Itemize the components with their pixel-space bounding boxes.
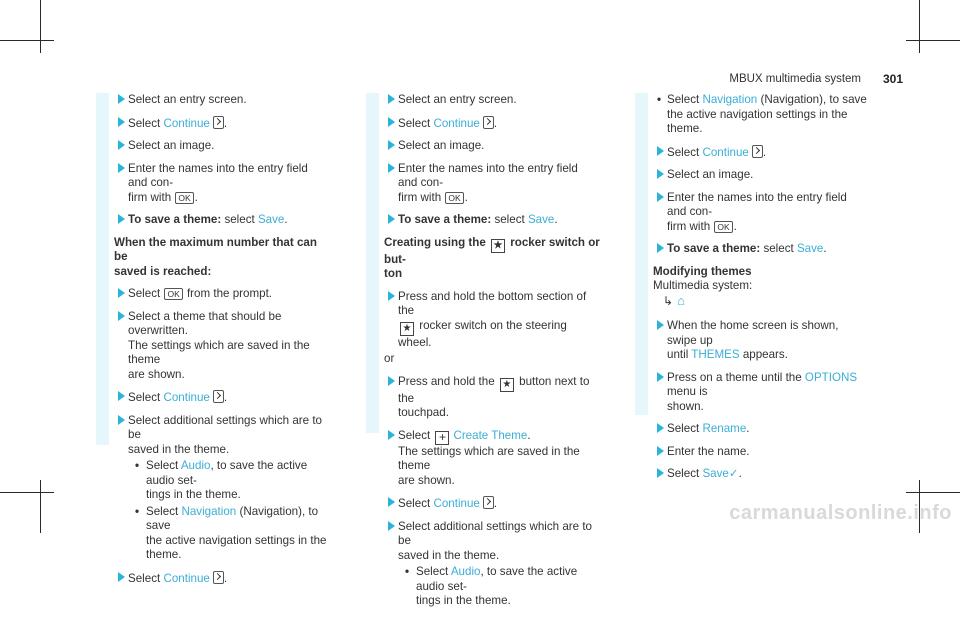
star-button-icon: ★ — [491, 239, 505, 253]
section-heading: When the maximum number that can be saved is reached: — [114, 235, 317, 278]
crop-mark — [919, 0, 920, 53]
crop-mark — [0, 40, 54, 41]
crop-mark — [0, 492, 54, 493]
save-link[interactable]: Save — [702, 467, 729, 480]
page-number: 301 — [882, 72, 903, 86]
continue-link[interactable]: Continue — [163, 571, 210, 585]
step-triangle-icon — [118, 311, 125, 321]
step-item: Select a theme that should be overwritten. The settings which are saved in the theme are shown. — [96, 310, 330, 383]
step-triangle-icon — [388, 430, 395, 440]
step-triangle-icon — [388, 214, 395, 224]
step-item: Select OK from the prompt. — [96, 287, 330, 302]
continue-chevron-icon — [752, 145, 763, 158]
step-item: Select Rename. — [635, 422, 869, 437]
save-link[interactable]: Save — [527, 213, 555, 226]
step-item: Select Continue . — [96, 390, 330, 406]
create-theme-link[interactable]: Create Theme — [453, 428, 528, 442]
step-triangle-icon — [118, 140, 125, 150]
step-item: Enter the names into the entry field and con- firm with OK . — [96, 162, 330, 206]
step-item: When the home screen is shown, swipe up until THEMES appears. — [635, 319, 869, 363]
step-triangle-icon — [657, 243, 664, 253]
plus-button-icon: + — [435, 431, 449, 445]
step-triangle-icon — [118, 572, 125, 582]
step-item: Select an image. — [635, 168, 869, 183]
navigation-link[interactable]: Navigation — [702, 93, 758, 106]
step-item: Press and hold the bottom section of the ★ rocker switch on the steering wheel. — [366, 290, 600, 351]
step-triangle-icon — [118, 94, 125, 104]
save-link[interactable]: Save — [796, 242, 824, 255]
bullet-item: • Select Navigation (Navigation), to save the active navigation settings in the theme. — [657, 93, 867, 135]
continue-chevron-icon — [213, 571, 224, 584]
step-item: Press on a theme until the OPTIONS menu is shown. — [635, 371, 869, 415]
step-item: Enter the names into the entry field and con- firm with OK . — [635, 191, 869, 235]
step-item: Select Continue . — [366, 116, 600, 132]
continue-chevron-icon — [483, 496, 494, 509]
step-item: Select an entry screen. — [96, 93, 330, 108]
step-item: Enter the name. — [635, 445, 869, 460]
section-heading: Modifying themes — [653, 264, 752, 278]
step-item: Select Continue . — [96, 571, 330, 587]
or-text: or — [384, 352, 395, 365]
step-triangle-icon — [118, 288, 125, 298]
home-icon[interactable]: ⌂ — [677, 292, 685, 308]
step-item: To save a theme: select Save. — [635, 242, 869, 257]
crop-mark — [40, 480, 41, 533]
ok-key-icon: OK — [164, 288, 182, 300]
step-triangle-icon — [657, 468, 664, 478]
step-triangle-icon — [118, 391, 125, 401]
step-item: Select Continue . — [366, 496, 600, 512]
navigation-link[interactable]: Navigation — [181, 504, 237, 518]
options-link[interactable]: OPTIONS — [804, 370, 858, 384]
audio-link[interactable]: Audio — [450, 565, 481, 578]
bullet-item: • Select Audio, to save the active audio set- tings in the theme. — [135, 459, 308, 501]
column-1 — [96, 93, 330, 594]
continue-link[interactable]: Continue — [163, 116, 210, 130]
step-item: Select Continue . — [96, 116, 330, 132]
step-triangle-icon — [657, 192, 664, 202]
step-item: Press and hold the ★ button next to the touchpad. — [366, 375, 600, 421]
star-button-icon: ★ — [500, 378, 514, 392]
audio-link[interactable]: Audio — [180, 459, 211, 472]
step-triangle-icon — [657, 320, 664, 330]
step-item: Select additional settings which are to be saved in the theme. • Select Audio, to save the active audio set- tings in the theme. • Select Navigation (Navigation), to save the active navigation settings in the theme. — [96, 414, 330, 563]
section-heading: Creating using the ★ rocker switch or but- ton — [384, 235, 600, 280]
step-item: To save a theme: select Save. — [366, 213, 600, 228]
rename-link[interactable]: Rename — [702, 422, 747, 435]
bullet-item: • Select Navigation (Navigation), to save the active navigation settings in the theme. — [135, 504, 327, 561]
continue-link[interactable]: Continue — [163, 391, 210, 404]
section-block — [635, 265, 869, 310]
continue-chevron-icon — [483, 116, 494, 129]
continue-link[interactable]: Continue — [702, 145, 749, 159]
step-item: Enter the names into the entry field and con- firm with OK . — [366, 162, 600, 206]
page-title: MBUX multimedia system — [729, 73, 861, 85]
ok-key-icon: OK — [175, 192, 193, 204]
step-triangle-icon — [657, 146, 664, 156]
crop-mark — [906, 40, 960, 41]
step-item: Select an image. — [96, 139, 330, 154]
step-triangle-icon — [388, 521, 395, 531]
star-button-icon: ★ — [400, 322, 414, 336]
step-triangle-icon — [118, 163, 125, 173]
step-triangle-icon — [657, 423, 664, 433]
step-item: Select an entry screen. — [366, 93, 600, 108]
checkmark-icon: ✓ — [728, 467, 739, 480]
step-triangle-icon — [388, 94, 395, 104]
continue-chevron-icon — [213, 116, 224, 129]
column-2 — [366, 93, 600, 617]
crop-mark — [40, 0, 41, 53]
step-triangle-icon — [657, 372, 664, 382]
step-triangle-icon — [118, 415, 125, 425]
step-triangle-icon — [118, 117, 125, 127]
continue-chevron-icon — [213, 390, 224, 403]
step-triangle-icon — [118, 214, 125, 224]
step-triangle-icon — [388, 497, 395, 507]
ok-key-icon: OK — [445, 192, 463, 204]
watermark: carmanualsonline.info — [729, 502, 952, 524]
path-arrow-icon: ↳ — [663, 293, 674, 308]
step-triangle-icon — [388, 163, 395, 173]
bullet-item: • Select Audio, to save the active audio set- tings in the theme. — [405, 565, 578, 607]
step-triangle-icon — [388, 291, 395, 301]
step-triangle-icon — [388, 140, 395, 150]
continue-link[interactable]: Continue — [433, 497, 480, 510]
step-item: To save a theme: select Save. — [96, 213, 330, 228]
step-item: Select Save✓. — [635, 467, 869, 482]
menu-path: Multimedia system: — [653, 279, 753, 292]
step-item: Select additional settings which are to be saved in the theme. • Select Audio, to save the active audio set- tings in the theme. — [366, 520, 600, 609]
step-item: Select + Create Theme. The settings which are saved in the theme are shown. — [366, 429, 600, 489]
continue-link[interactable]: Continue — [433, 116, 480, 130]
crop-mark — [906, 492, 960, 493]
step-triangle-icon — [657, 446, 664, 456]
step-item: Select an image. — [366, 139, 600, 154]
column-3 — [635, 93, 869, 490]
step-triangle-icon — [657, 169, 664, 179]
themes-link[interactable]: THEMES — [691, 348, 740, 361]
step-triangle-icon — [388, 117, 395, 127]
save-link[interactable]: Save — [257, 213, 285, 226]
page-header — [0, 72, 960, 86]
ok-key-icon: OK — [714, 221, 732, 233]
step-triangle-icon — [388, 376, 395, 386]
step-item: Select Continue . — [635, 145, 869, 161]
